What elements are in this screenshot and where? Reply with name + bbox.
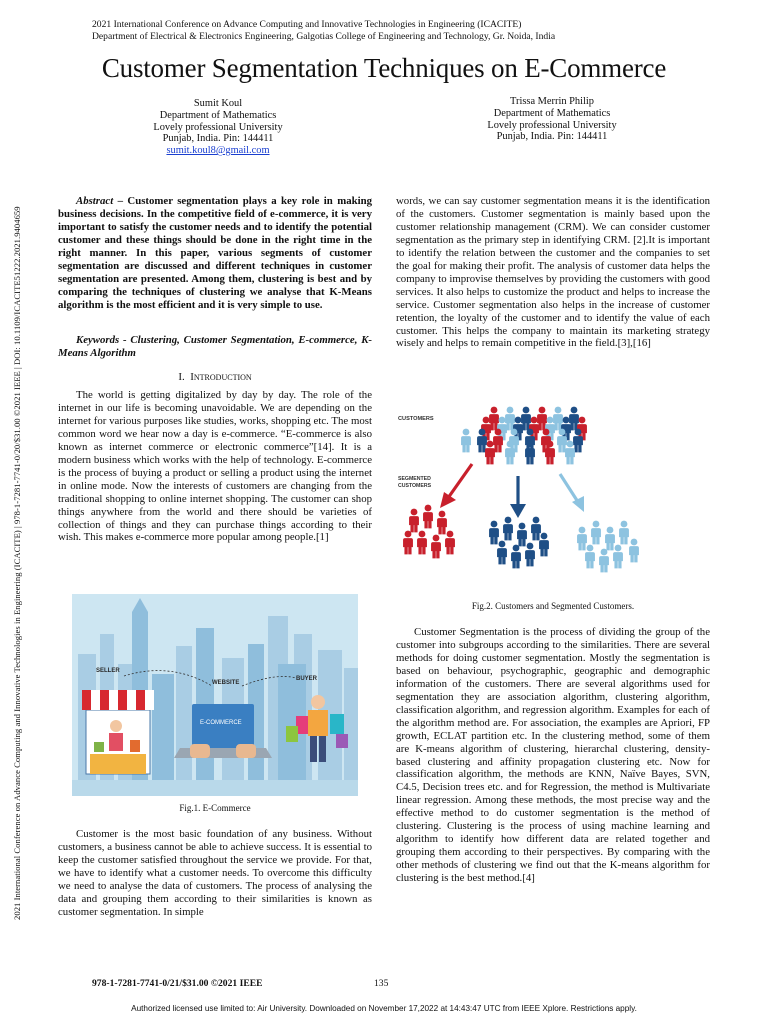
figure-ecommerce — [72, 594, 358, 796]
label-buyer: BUYER — [296, 676, 318, 682]
abstract: Abstract – Customer segmentation plays a key role in making business decisions. In the competitive field of e-commerce, it is very important to satisfy the customer needs and to identify the potential customer and these things should be done in the right time in the right manner. In this paper, various segments of customer segmentation are discussed and different techniques in customer segmentation are presented. Among them, clustering is best and by comparing the techniques of clustering we analyse that K-Means algorithm is the most efficient and it is very simple to use. — [58, 195, 373, 311]
intro-paragraph-1: The world is getting digitalized by day by day. The role of the internet in our life is becoming unavoidable. We are depending on the internet for various purposes like studies, works, shopping etc. The most common word we hear now a day is e-commerce. “E-commerce is also known as internet commerce or electronic commerce”[14]. It is a modern business which works with the help of technology. E-commerce is the process of buying a product or selling a product using the internet in online mode. Now the interests of customers are changing from the traditional shopping to online internet shopping. The customer can shop things anywhere from the world and there should be varieties of collection of things and they can purchase things according to their wish. This makes e-commerce more popular among people.[1] — [58, 389, 372, 544]
footer-isbn: 978-1-7281-7741-0/21/$31.00 ©2021 IEEE — [92, 978, 263, 989]
author-addr: Punjab, India. Pin: 144411 — [162, 133, 274, 145]
figure-1-caption: Fig.1. E-Commerce — [179, 803, 251, 813]
right-paragraph-2: Customer Segmentation is the process of dividing the group of the customer into subgroups according to the similarities. There are several methods for doing customer segmentation. Mostly the segmentation is based on behaviour, psychographic, geographic and demographic information of the customers. There are several algorithms used for segmentation they are association algorithm, clustering algorithm, classification algorithm, and regression algorithm. Examples for each of the algorithm method are. For association, the examples are Apriori, FP growth, ECLAT partition etc. In the clustering method, some of them are K-means algorithm of clustering, hierarchal clustering, density-based clustering and affinity propagation clustering etc. Now for classification algorithm, the methods are KNN, Naïve Bayes, SVN, C4.5, Decision trees etc. and for Regression, the method is Multivariate linear regression. Among these methods, the most precise way and the effective method to do customer segmentation is the method of clustering. Clustering is the process of using machine learning and algorithm to identify how different data are related together and grouping them according to their perspectives. By comparing with the other methods of clustering we find out that the K-means algorithm for clustering is the best method.[4] — [396, 626, 710, 885]
keywords — [58, 334, 372, 360]
author-addr: Punjab, India. Pin: 144411 — [496, 131, 608, 143]
conference-header: 2021 International Conference on Advance Computing and Innovative Technologies in Engineering (ICACITE) — [92, 19, 522, 30]
author-name: Trissa Merrin Philip — [510, 96, 594, 107]
author-2 — [464, 96, 640, 143]
author-dept: Department of Mathematics — [159, 109, 277, 121]
paper-title: Customer Segmentation Techniques on E-Commerce — [101, 53, 667, 83]
label-segmented-1: SEGMENTED — [398, 476, 431, 482]
abstract-text: Customer segmentation plays a key role in making business decisions. In the competitive field of e-commerce, it is very important to satisfy the customer needs and to identify the potential customer and these things should be done in the right time in the right manner. In this paper, various segments of customer segmentation are discussed and different techniques in customer segmentation are presented. Among them, clustering is best and by comparing the techniques of clustering we analyse that K-Means algorithm is the most efficient and it is very simple to use. — [58, 195, 373, 311]
author-dept: Department of Mathematics — [493, 107, 611, 119]
figure-2-caption: Fig.2. Customers and Segmented Customers. — [471, 601, 635, 611]
author-email-link[interactable]: sumit.koul8@gmail.com — [166, 145, 270, 157]
label-customers: CUSTOMERS — [398, 416, 434, 422]
license-notice: Authorized licensed use limited to: Air University. Downloaded on November 17,2022 at 14:43:47 UTC from IEEE Xplore. Restrictions apply. — [131, 1004, 637, 1013]
keywords-label: Keywords — [76, 334, 120, 346]
figure-segmentation — [394, 402, 652, 594]
intro-paragraph-2: Customer is the most basic foundation of any business. Without customers, a business cannot be able to achieve success. It is essential to keep the customer satisfied throughout the service we provide. For that, we have to identify what a customer needs. To overcome this difficulty we need to analyse the data of customers. The process of analysing the data and grouping them according to their similarities is known as customer segmentation. In simple — [58, 828, 372, 918]
author-1 — [130, 98, 306, 157]
segmentation-illustration — [394, 402, 652, 594]
laptop-screen-text: E-COMMERCE — [200, 720, 242, 726]
right-paragraph-1: words, we can say customer segmentation means it is the identification of the customers. Customer segmentation is mainly based upon the customer relationship management (CRM). We can consider customer segmentation as the primary step in identifying CRM. [2].It is important to identify the relation between the customer and the companies to set the goal for making their profit. The analysis of customer data helps the company to improvise themselves by providing the customers with good services. It also helps to customize the product and helps to increase the service. Customer segmentation also helps in the increase of customer retention, the loyalty of the customer and to identify the value of each customer. This helps the company to maintain its marketing strategy wisely and helps to remain competitive in the field.[3],[16] — [396, 195, 710, 350]
abstract-label: Abstract — [76, 195, 114, 207]
label-website: WEBSITE — [212, 680, 240, 686]
label-seller: SELLER — [96, 668, 120, 674]
doi-sidebar: 2021 International Conference on Advance Computing and Innovative Technologies in Engineering (ICACITE) | 978-1-7281-7741-0/20/$31.00 ©2021 IEEE | DOI: 10.1109/ICACITE51222.2021.9404659 — [12, 206, 22, 920]
author-name: Sumit Koul — [193, 98, 243, 109]
section-heading-introduction — [58, 371, 372, 384]
department-header: Department of Electrical & Electronics Engineering, Galgotias College of Engineering and Technology, Gr. Noida, India — [92, 31, 556, 42]
section-title: Introduction — [190, 371, 252, 383]
page-number: 135 — [374, 978, 389, 989]
author-univ: Lovely professional University — [153, 121, 283, 133]
section-number: I. — [178, 371, 185, 383]
label-segmented-2: CUSTOMERS — [398, 483, 432, 489]
keywords-text: - Clustering, Customer Segmentation, E-commerce, K-Means Algorithm — [58, 334, 372, 359]
ecommerce-illustration — [72, 594, 358, 796]
author-univ: Lovely professional University — [487, 119, 617, 131]
